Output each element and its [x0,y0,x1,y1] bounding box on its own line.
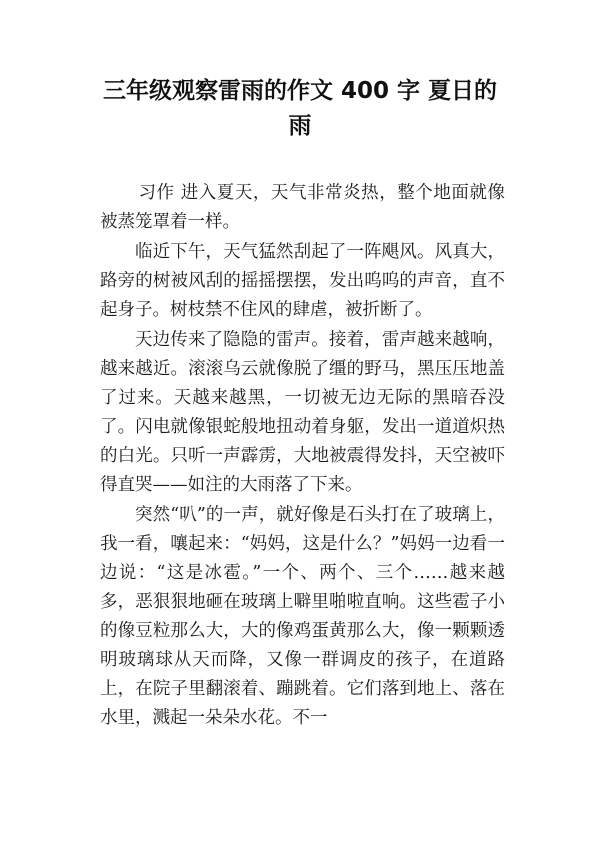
paragraph-hail: 突然“叭”的一声，就好像是石头打在了玻璃上，我一看，嚷起来：“妈妈，这是什么？”妈妈一边看一边说：“这是冰雹。”一个、两个、三个……越来越多，恶狠狠地砸在玻璃上噼里啪啦直响。这些雹子小的像豆粒那么大，大的像鸡蛋黄那么大，像一颗颗透明玻璃球从天而降，又像一群调皮的孩子，在道路上，在院子里翻滚着、蹦跳着。它们落到地上、落在水里，溅起一朵朵水花。不一 [100,505,505,728]
paragraph-thunder: 天边传来了隐隐的雷声。接着，雷声越来越响，越来越近。滚滚乌云就像脱了缰的野马，黑压压地盖了过来。天越来越黑，一切被无边无际的黑暗吞没了。闪电就像银蛇般地扭动着身躯，发出一道道炽热的白光。只听一声霹雳，大地被震得发抖，天空被吓得直哭——如注的大雨落了下来。 [100,330,505,495]
title-line-2: 雨 [288,113,312,139]
article-body [100,179,505,734]
title-line-1: 三年级观察雷雨的作文 400 字 夏日的 [102,78,498,104]
paragraph-wind: 临近下午，天气猛然刮起了一阵飓风。风真大，路旁的树被风刮的摇摇摆摆，发出呜呜的声音，直不起身子。树枝禁不住风的肆虐，被折断了。 [100,242,505,320]
paragraph-intro: 习作 进入夏天，天气非常炎热，整个地面就像被蒸笼罩着一样。 [100,183,505,232]
document-title [0,74,600,144]
